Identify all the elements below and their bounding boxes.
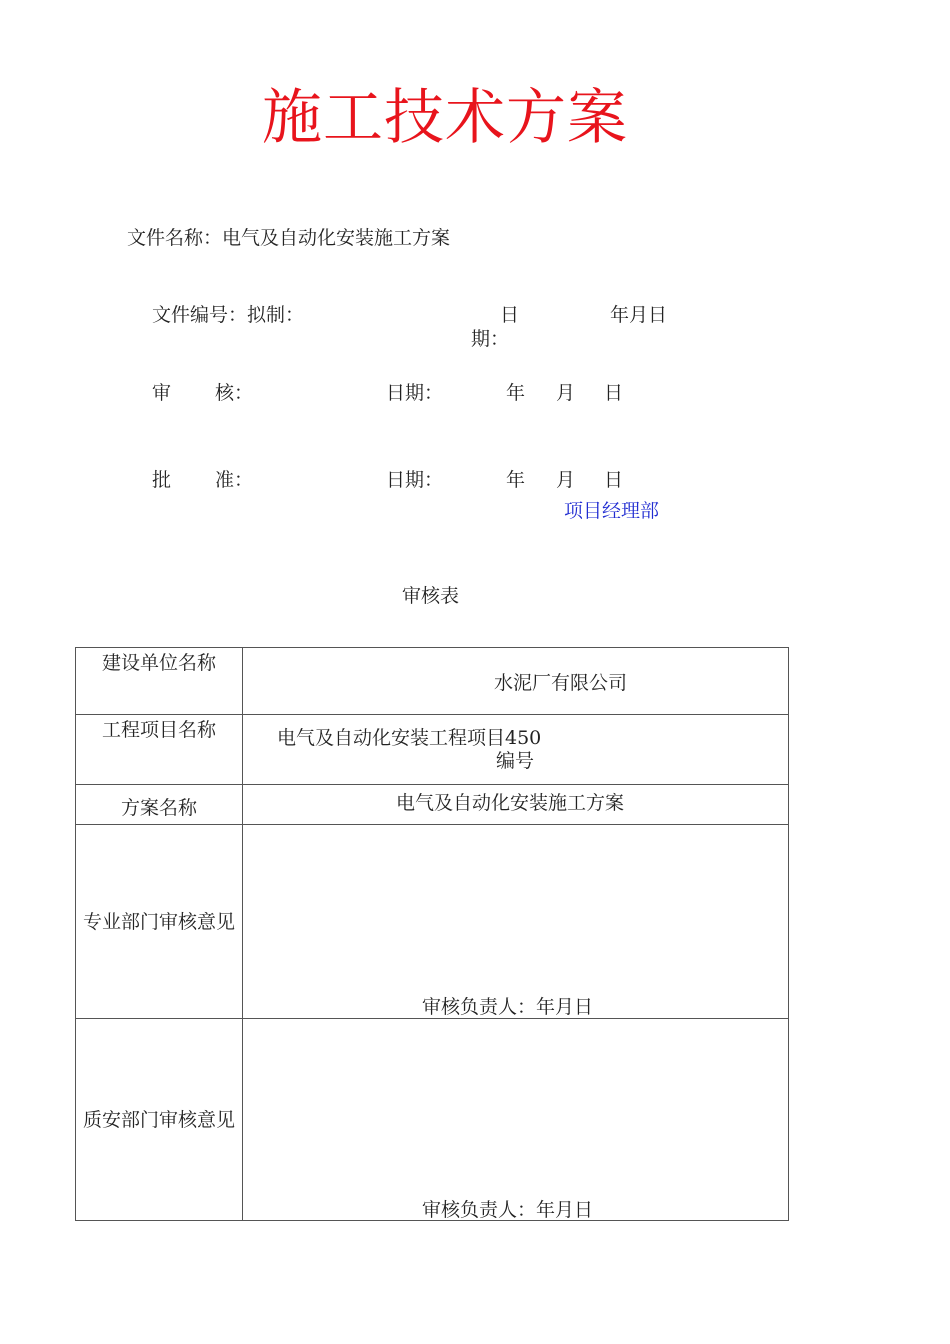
file-number-label: 文件编号： [152,304,248,326]
draft-date-label-top: 日 [500,304,520,326]
review-label-a: 审 [152,382,172,404]
review-table-caption: 审核表 [402,585,460,607]
approve-label-b: 准： [215,469,254,491]
table-row [76,1019,789,1221]
professional-dept-signoff: 审核负责人：年月日 [422,996,594,1018]
review-date-month: 月 [556,382,576,404]
review-date-label: 日期： [386,382,444,404]
project-name-value: 电气及自动化安装工程项目450 [277,727,542,749]
row-opinion-cell [243,825,789,1019]
row-value-cell [243,648,789,715]
row-label-quality-safety-dept-opinion: 质安部门审核意见 [76,1019,243,1221]
review-table [75,647,789,1221]
review-date-day: 日 [604,382,624,404]
construction-unit-value: 水泥厂有限公司 [494,672,628,694]
drafted-label: 拟制： [247,304,305,326]
file-name-value: 电气及自动化安装施工方案 [222,227,451,249]
document-title: 施工技术方案 [262,83,628,153]
department-name: 项目经理部 [564,500,660,522]
approve-date-day: 日 [604,469,624,491]
row-label-project-name: 工程项目名称 [76,715,243,785]
row-label-construction-unit: 建设单位名称 [76,648,243,715]
table-row [76,715,789,785]
approve-date-label: 日期： [386,469,444,491]
table-row [76,825,789,1019]
file-number-line [152,306,304,325]
quality-safety-dept-signoff: 审核负责人：年月日 [422,1199,594,1221]
row-label-plan-name: 方案名称 [76,785,243,825]
plan-name-value: 电气及自动化安装施工方案 [396,792,625,814]
approve-date-month: 月 [556,469,576,491]
row-value-cell [243,715,789,785]
review-date-year: 年 [506,382,526,404]
draft-date-label-bottom: 期： [471,328,510,350]
draft-date-value: 年月日 [610,304,668,326]
approve-date-year: 年 [506,469,526,491]
file-name-line [127,229,450,248]
review-label-b: 核： [215,382,254,404]
table-row [76,648,789,715]
file-name-label: 文件名称： [127,227,223,249]
row-value-cell [243,785,789,825]
project-number-label: 编号 [496,750,535,772]
approve-label-a: 批 [152,469,172,491]
row-opinion-cell [243,1019,789,1221]
row-label-professional-dept-opinion: 专业部门审核意见 [76,825,243,1019]
table-row [76,785,789,825]
